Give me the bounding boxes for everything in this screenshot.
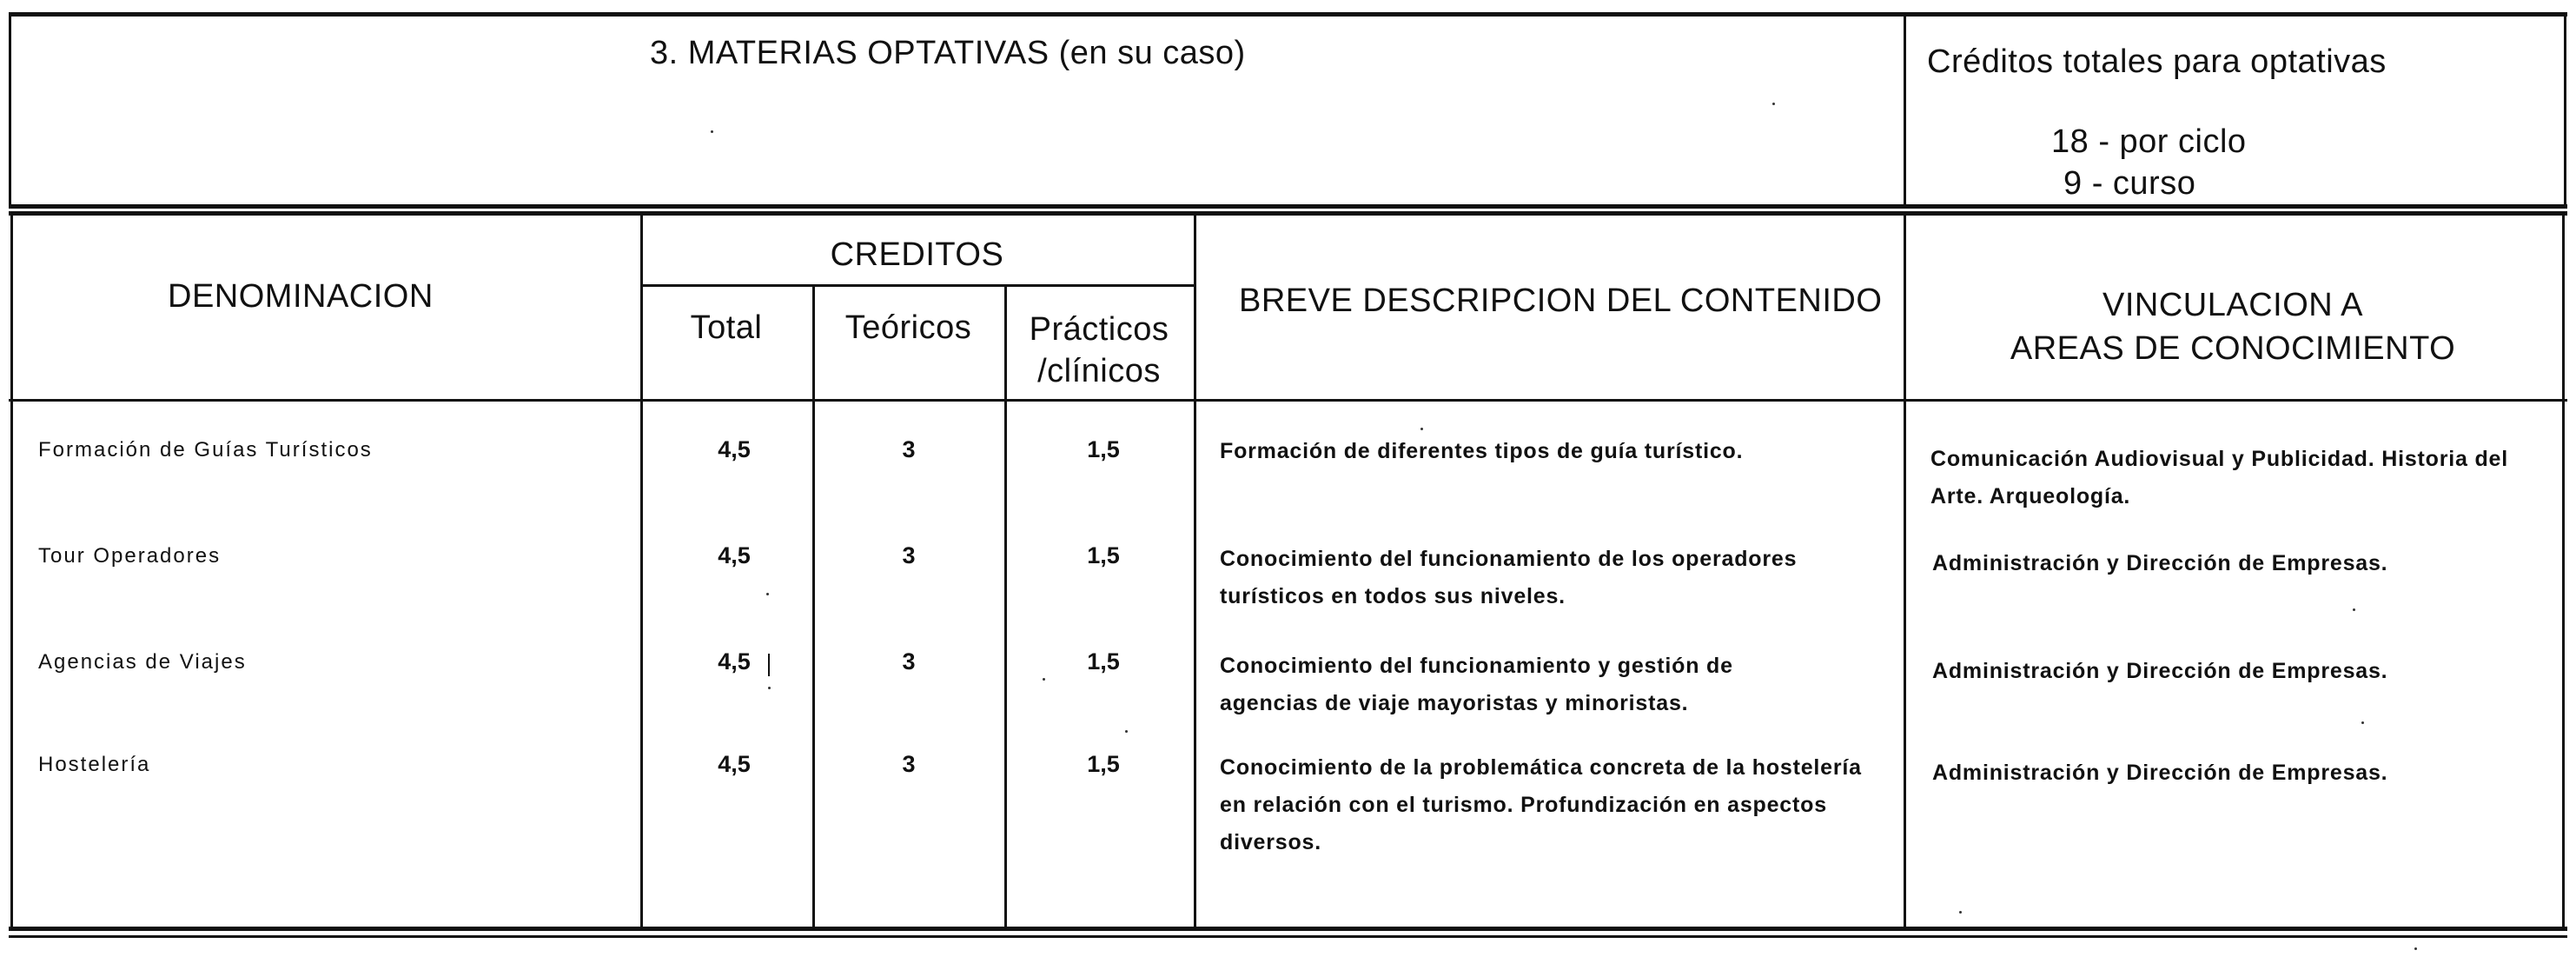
scan-speck: [1772, 103, 1775, 105]
scan-speck: [1043, 678, 1045, 681]
credits-per-course: 9 - curso: [2063, 165, 2196, 202]
row-4-practicos: 1,5: [1087, 751, 1120, 777]
row-2-practicos: 1,5: [1087, 542, 1120, 568]
top-box-right-border: [2564, 12, 2566, 209]
table-bottom-border-shadow: [9, 935, 2567, 938]
row-2-vinculacion: Administración y Dirección de Empresas.: [1932, 551, 2388, 575]
scan-speck: [1125, 730, 1128, 733]
scan-speck: [2361, 721, 2364, 724]
credits-box-title: Créditos totales para optativas: [1927, 43, 2387, 80]
row-2-total: 4,5: [718, 542, 751, 568]
row-3-teoricos: 3: [902, 648, 916, 675]
top-box-bottom-border: [9, 204, 2567, 209]
top-box-left-border: [9, 12, 11, 209]
table-top-border: [9, 211, 2567, 216]
header-vinculacion-line1: VINCULACION A: [2102, 287, 2364, 323]
row-2-teoricos: 3: [902, 542, 916, 568]
row-3-practicos: 1,5: [1087, 648, 1120, 675]
header-creditos: CREDITOS: [830, 236, 1004, 273]
header-denominacion: DENOMINACION: [168, 278, 434, 315]
header-practicos-line1: Prácticos: [1029, 311, 1169, 348]
row-2-name: Tour Operadores: [38, 544, 222, 568]
scan-speck: [2414, 947, 2417, 950]
col-divider-total: [812, 284, 815, 931]
header-practicos-line2: /clínicos: [1037, 353, 1161, 389]
header-vinculacion-line2: AREAS DE CONOCIMIENTO: [2010, 330, 2456, 367]
row-3-vinculacion: Administración y Dirección de Empresas.: [1932, 659, 2388, 683]
table-left-border: [10, 211, 13, 931]
row-4-teoricos: 3: [902, 751, 916, 777]
credits-per-cycle: 18 - por ciclo: [2051, 123, 2247, 160]
row-4-vinculacion: Administración y Dirección de Empresas.: [1932, 761, 2388, 785]
row-2-descripcion: Conocimiento del funcionamiento de los operadores turísticos en todos sus niveles.: [1220, 547, 1798, 608]
header-total: Total: [690, 309, 763, 346]
row-3-descripcion: Conocimiento del funcionamiento y gestión de agencias de viaje mayoristas y minoristas.: [1220, 654, 1733, 715]
top-box-divider: [1904, 12, 1906, 209]
row-4-descripcion: Conocimiento de la problemática concreta de la hostelería en relación con el turismo. Profundización en aspectos diversos.: [1220, 755, 1862, 854]
table-bottom-border: [9, 927, 2567, 931]
scan-speck: [768, 687, 771, 689]
scan-speck: [1420, 428, 1423, 430]
creditos-subheader-line: [640, 284, 1194, 287]
row-1-teoricos: 3: [902, 436, 916, 462]
scan-speck: [766, 593, 769, 595]
header-descripcion: BREVE DESCRIPCION DEL CONTENIDO: [1239, 282, 1883, 319]
row-1-practicos: 1,5: [1087, 436, 1120, 462]
table-right-border: [2562, 211, 2565, 931]
top-box-top-border: [9, 12, 2567, 17]
scan-speck: [1959, 911, 1962, 914]
table-header-bottom-border: [9, 399, 2567, 402]
col-divider-practicos: [1194, 211, 1196, 931]
row-3-total: 4,5: [718, 648, 751, 675]
row-4-name: Hostelería: [38, 753, 151, 776]
row-4-total: 4,5: [718, 751, 751, 777]
scan-speck: [711, 130, 713, 133]
header-teoricos: Teóricos: [844, 309, 972, 346]
row-1-vinculacion: Comunicación Audiovisual y Publicidad. Historia del Arte. Arqueología.: [1930, 447, 2508, 508]
row-1-name: Formación de Guías Turísticos: [38, 438, 373, 462]
section-title: 3. MATERIAS OPTATIVAS (en su caso): [650, 35, 1246, 71]
scan-speck: [2353, 608, 2355, 611]
row-1-descripcion: Formación de diferentes tipos de guía turístico.: [1220, 439, 1744, 463]
scan-mark-row3: [768, 654, 770, 676]
row-3-name: Agencias de Viajes: [38, 650, 247, 674]
row-1-total: 4,5: [718, 436, 751, 462]
